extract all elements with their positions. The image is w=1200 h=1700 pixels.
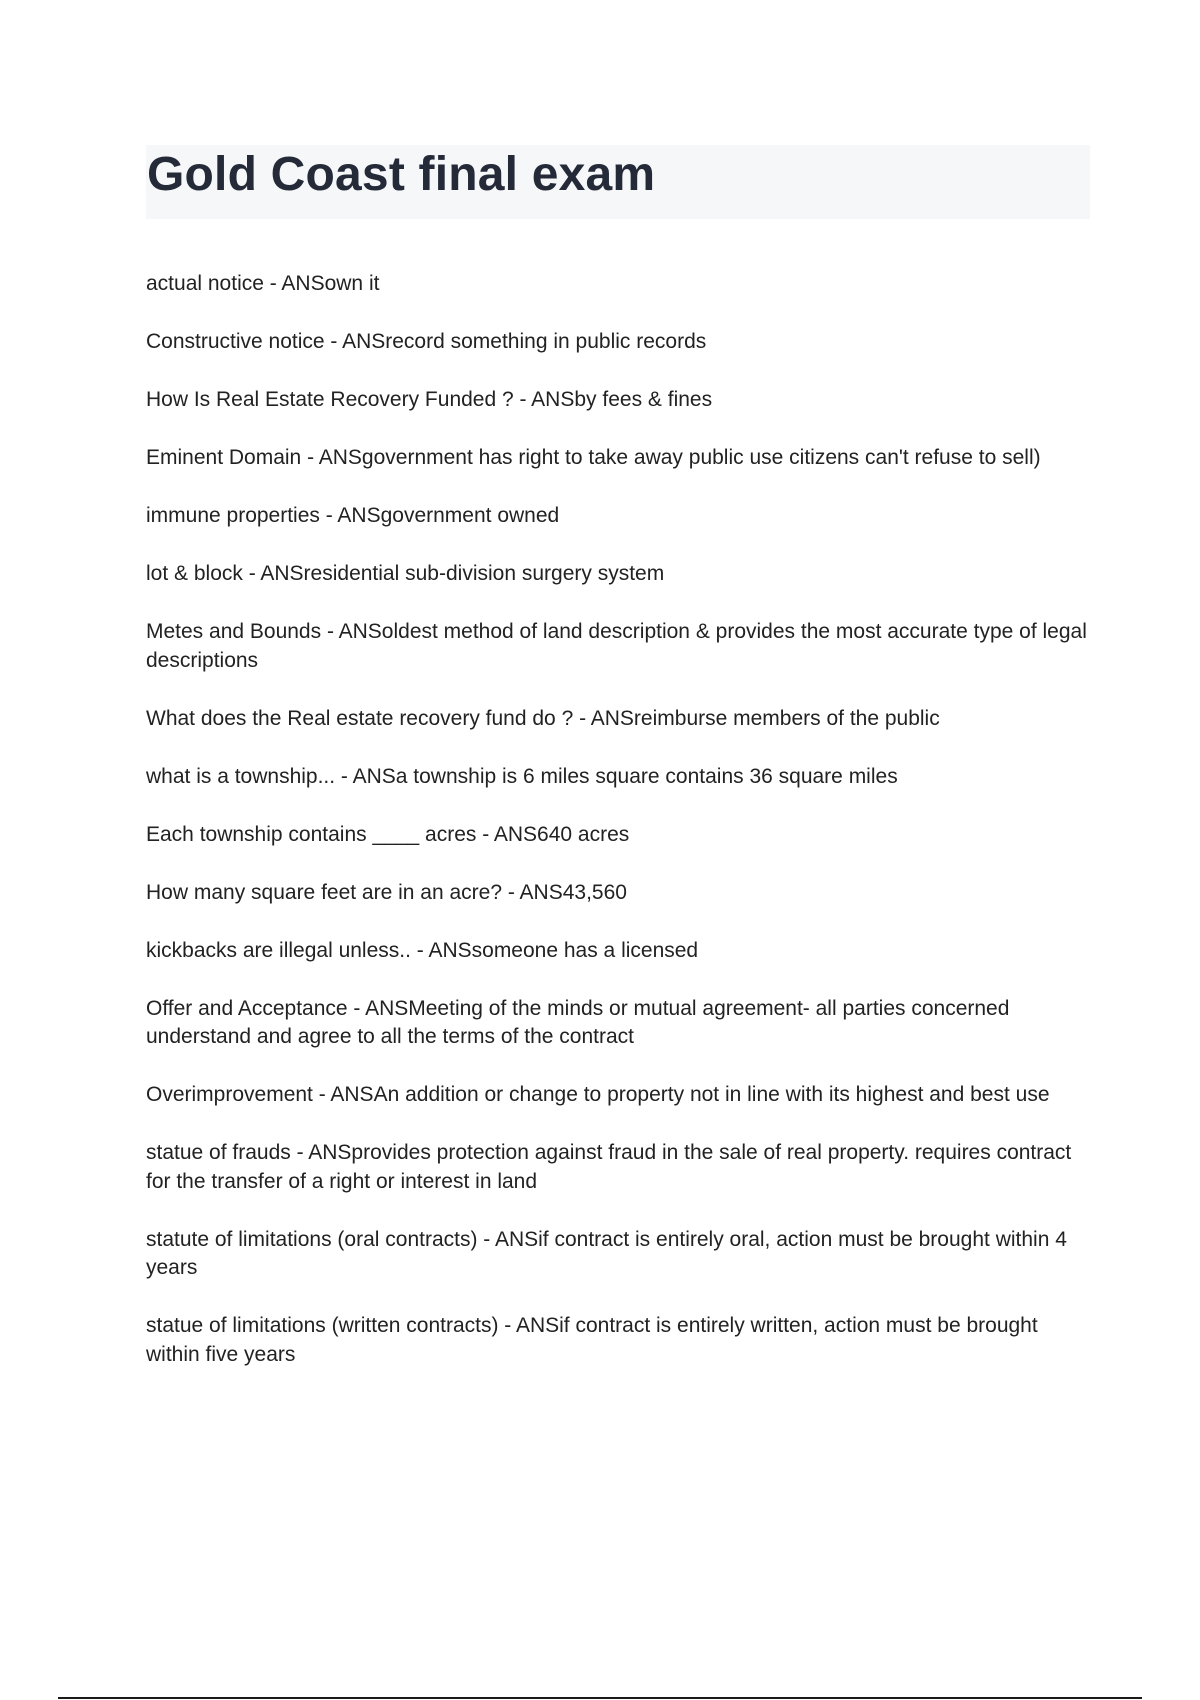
qa-item: statue of limitations (written contracts) - ANSif contract is entirely written, action must be brought within five years	[146, 1314, 1038, 1366]
qa-item: kickbacks are illegal unless.. - ANSsomeone has a licensed	[146, 938, 699, 962]
qa-item: How many square feet are in an acre? - ANS43,560	[146, 880, 627, 904]
qa-item: Each township contains ____ acres - ANS640 acres	[146, 822, 630, 846]
qa-item: Eminent Domain - ANSgovernment has right to take away public use citizens can't refuse to sell)	[146, 446, 1041, 469]
page-title: Gold Coast final exam	[147, 148, 656, 201]
qa-item: Constructive notice - ANSrecord something in public records	[146, 330, 707, 353]
qa-item: lot & block - ANSresidential sub-division surgery system	[146, 562, 665, 585]
qa-item: what is a township... - ANSa township is 6 miles square contains 36 square miles	[146, 764, 898, 788]
qa-item: Offer and Acceptance - ANSMeeting of the minds or mutual agreement- all parties concerned understand and agree to all the terms of the contract	[146, 996, 1010, 1048]
qa-item: Metes and Bounds - ANSoldest method of land description & provides the most accurate type of legal descriptions	[146, 620, 1087, 672]
qa-item: statute of limitations (oral contracts) - ANSif contract is entirely oral, action must be brought within 4 years	[146, 1227, 1067, 1279]
title-banner	[146, 145, 1090, 219]
qa-list	[146, 270, 1091, 1399]
qa-item: immune properties - ANSgovernment owned	[146, 504, 560, 527]
qa-item: actual notice - ANSown it	[146, 272, 380, 295]
qa-item: statue of frauds - ANSprovides protection against fraud in the sale of real property. requires contract for the transfer of a right or interest in land	[146, 1141, 1072, 1193]
footer-divider	[58, 1697, 1142, 1699]
qa-item: How Is Real Estate Recovery Funded ? - ANSby fees & fines	[146, 388, 713, 411]
qa-item: What does the Real estate recovery fund do ? - ANSreimburse members of the public	[146, 706, 940, 730]
qa-item: Overimprovement - ANSAn addition or change to property not in line with its highest and best use	[146, 1083, 1050, 1106]
